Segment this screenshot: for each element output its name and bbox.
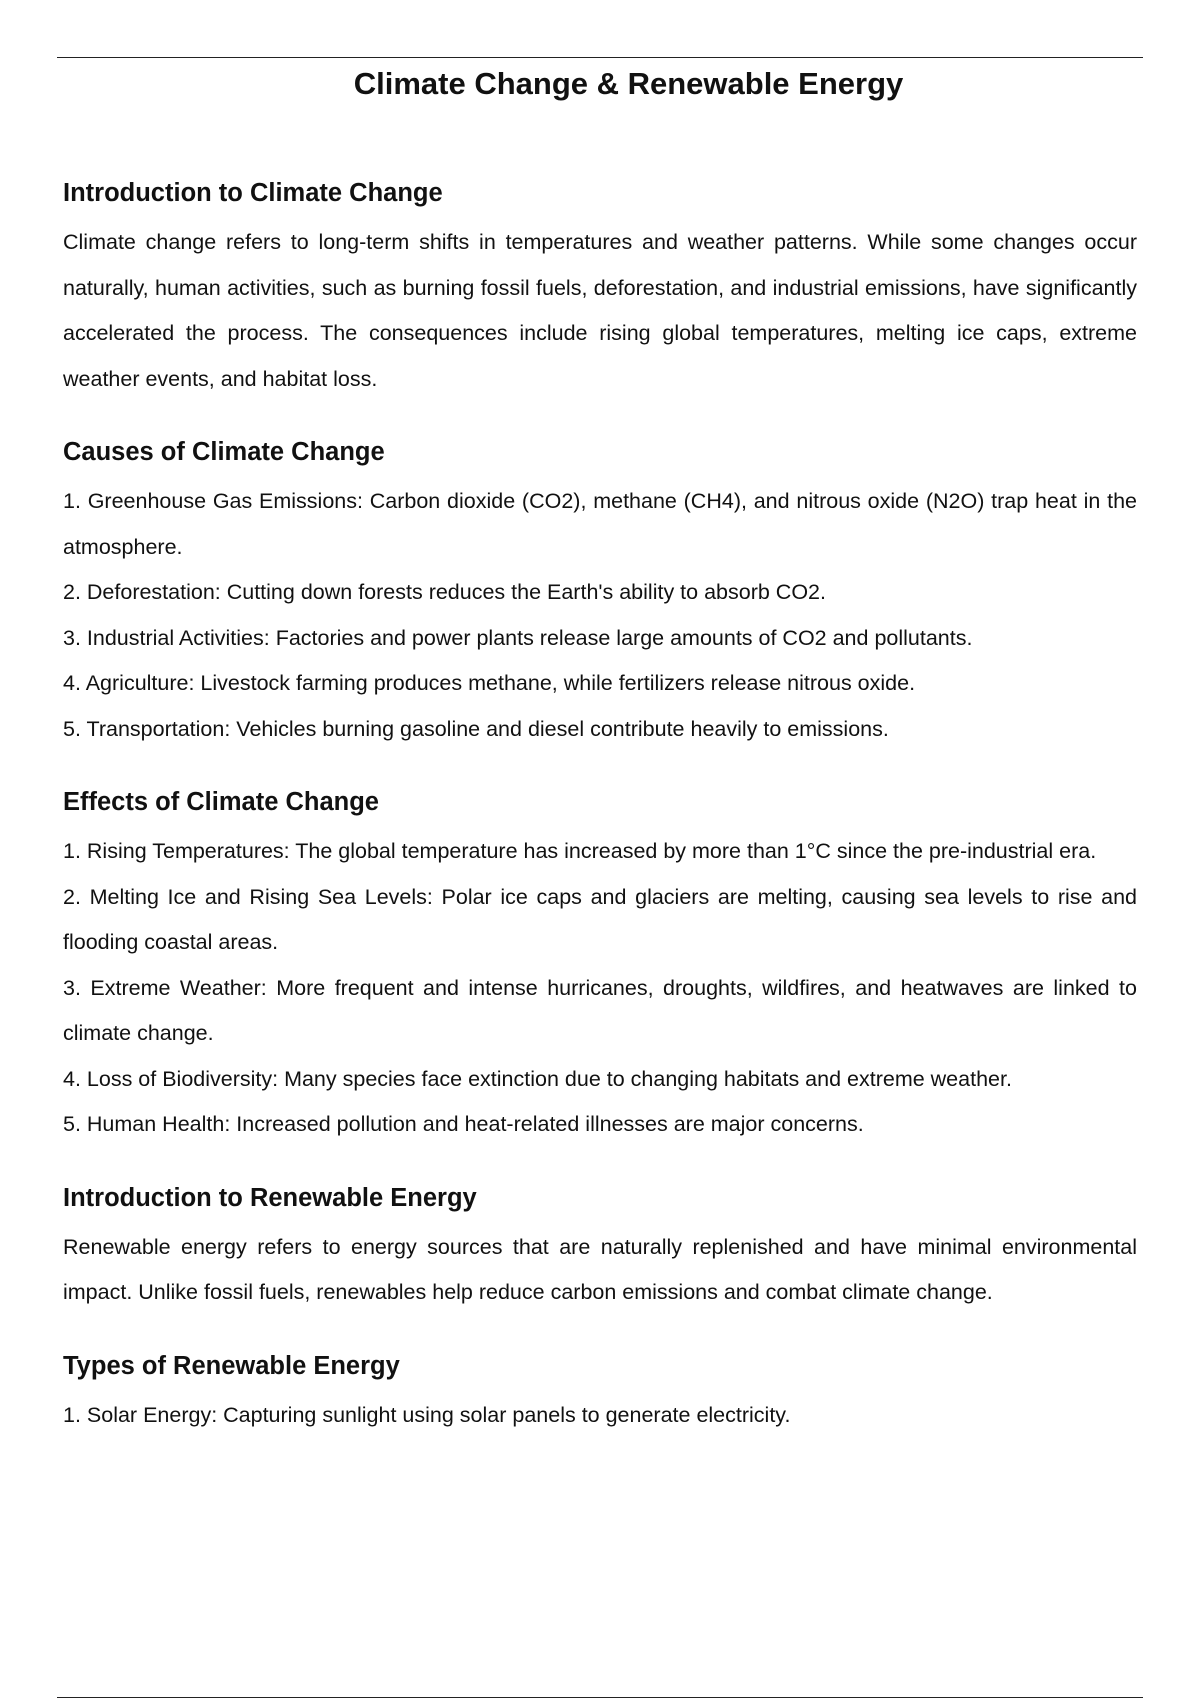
list-item: 5. Human Health: Increased pollution and heat-related illnesses are major concerns. [63, 1112, 864, 1136]
top-rule [57, 57, 1143, 58]
causes-list [63, 479, 1137, 752]
section-heading: Effects of Climate Change [63, 788, 379, 816]
effects-list [63, 829, 1137, 1148]
section-effects [63, 785, 1137, 1148]
section-heading: Types of Renewable Energy [63, 1351, 400, 1380]
section-heading: Introduction to Climate Change [63, 179, 443, 207]
list-item: 3. Industrial Activities: Factories and power plants release large amounts of CO2 and pollutants. [63, 625, 973, 650]
section-heading: Introduction to Renewable Energy [63, 1183, 477, 1212]
section-intro-renewable-energy [63, 1181, 1137, 1316]
list-item: 4. Loss of Biodiversity: Many species face extinction due to changing habitats and extreme weather. [63, 1066, 1012, 1091]
page-title: Climate Change & Renewable Energy [353, 66, 904, 101]
bottom-rule [57, 1697, 1143, 1698]
list-item: 2. Deforestation: Cutting down forests reduces the Earth's ability to absorb CO2. [63, 580, 826, 604]
section-heading: Causes of Climate Change [63, 438, 385, 466]
section-paragraph: Climate change refers to long-term shifts in temperatures and weather patterns. While some changes occur naturally, human activities, such as burning fossil fuels, deforestation, and industrial emissions, have significantly accelerated the process. The consequences include rising global temperatures, melting ice caps, extreme weather events, and habitat loss. [63, 230, 1137, 391]
list-item: 3. Extreme Weather: More frequent and intense hurricanes, droughts, wildfires, and heatwaves are linked to climate change. [63, 975, 1137, 1045]
section-types-renewable [63, 1349, 1137, 1439]
list-item: 5. Transportation: Vehicles burning gasoline and diesel contribute heavily to emissions. [63, 716, 889, 741]
list-item: 4. Agriculture: Livestock farming produces methane, while fertilizers release nitrous oxide. [63, 671, 916, 695]
section-causes [63, 435, 1137, 752]
list-item: 1. Solar Energy: Capturing sunlight using solar panels to generate electricity. [63, 1402, 791, 1427]
list-item: 1. Greenhouse Gas Emissions: Carbon dioxide (CO2), methane (CH4), and nitrous oxide (N2O) trap heat in the atmosphere. [63, 489, 1137, 559]
types-list [63, 1393, 1137, 1439]
list-item: 2. Melting Ice and Rising Sea Levels: Polar ice caps and glaciers are melting, causing sea levels to rise and flooding coastal areas. [63, 884, 1137, 954]
section-intro-climate-change [63, 176, 1137, 402]
list-item: 1. Rising Temperatures: The global temperature has increased by more than 1°C since the pre-industrial era. [63, 839, 1097, 863]
section-paragraph: Renewable energy refers to energy sources that are naturally replenished and have minimal environmental impact. Unlike fossil fuels, renewables help reduce carbon emissions and combat climate change. [63, 1234, 1137, 1304]
document-body [63, 176, 1137, 1471]
